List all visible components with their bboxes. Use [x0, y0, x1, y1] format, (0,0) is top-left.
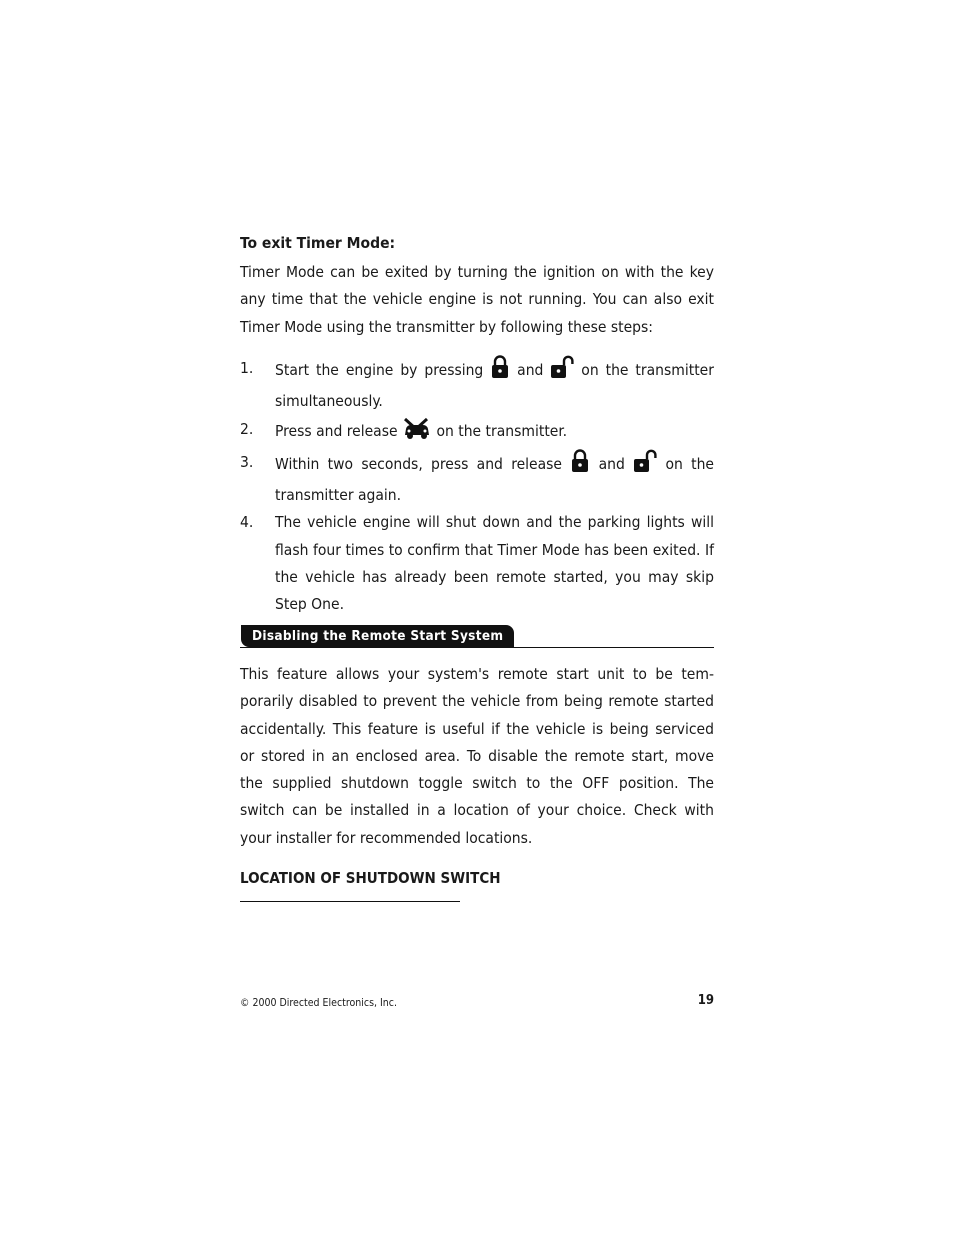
- step-number: 4.: [240, 513, 254, 532]
- feature-line: porarily disabled to prevent the vehicle from being remote started: [240, 692, 714, 711]
- list-item: [240, 355, 714, 416]
- list-item: [240, 449, 714, 510]
- feature-line: accidentally. This feature is useful if the vehicle is being serviced: [240, 719, 714, 738]
- step-text: Within two seconds, press and release and on the transmitter again.: [275, 449, 714, 510]
- intro-line: Timer Mode can be exited by turning the ignition on with the key: [240, 263, 714, 281]
- step-number: 2.: [240, 419, 254, 438]
- intro-line: any time that the vehicle engine is not running. You can also exit: [240, 290, 714, 309]
- timer-mode-exit-heading: To exit Timer Mode:: [240, 234, 396, 252]
- intro-line: Timer Mode using the transmitter by following these steps:: [240, 317, 653, 336]
- unlock-icon: [633, 449, 657, 482]
- copyright: © 2000 Directed Electronics, Inc.: [240, 997, 397, 1009]
- exit-steps-list: [240, 355, 714, 619]
- feature-line: switch can be installed in a location of your choice. Check with: [240, 801, 714, 820]
- unlock-icon: [550, 355, 574, 388]
- feature-line: your installer for recommended locations.: [240, 828, 533, 847]
- step-text: Start the engine by pressing and on the transmitter simultaneously.: [275, 355, 714, 416]
- manual-page: [240, 0, 714, 1235]
- feature-line: This feature allows your system's remote start unit to be tem-: [240, 665, 714, 683]
- blank-write-line: [240, 887, 460, 902]
- section-rule: [240, 647, 714, 648]
- list-item: [240, 416, 714, 449]
- step-number: 3.: [240, 452, 254, 471]
- car-icon: [402, 416, 432, 449]
- feature-line: the supplied shutdown toggle switch to the OFF position. The: [240, 774, 714, 793]
- shutdown-location-field: [240, 869, 714, 906]
- page-number: 19: [697, 993, 714, 1008]
- lock-icon: [570, 449, 590, 482]
- timer-mode-intro: [240, 259, 714, 341]
- section-title: Disabling the Remote Start System: [241, 625, 514, 647]
- list-item: [240, 509, 714, 618]
- step-text: Press and release on the transmitter.: [275, 416, 714, 449]
- location-label: LOCATION OF SHUTDOWN SWITCH: [240, 869, 501, 887]
- feature-line: or stored in an enclosed area. To disable the remote start, move: [240, 746, 714, 765]
- lock-icon: [490, 355, 510, 388]
- step-text: The vehicle engine will shut down and the parking lights will flash four times to confirm that Timer Mode has been exited. If the vehicle has already been remote started, you may skip Step One.: [275, 513, 714, 614]
- step-number: 1.: [240, 359, 254, 377]
- section-header: [240, 624, 714, 648]
- feature-description: [240, 661, 714, 852]
